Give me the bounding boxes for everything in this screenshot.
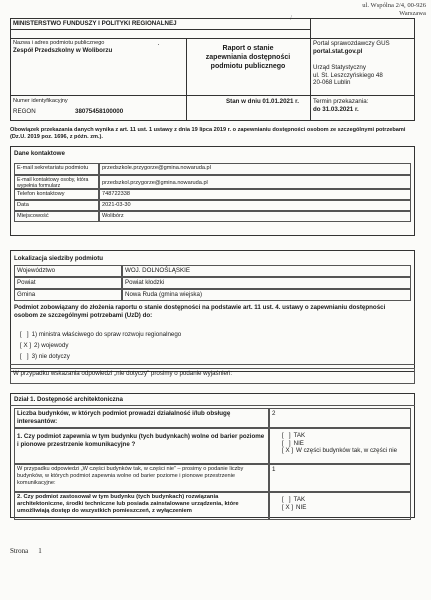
contact-row-person-email [14,175,411,189]
deadline-block [313,98,413,113]
checkbox[interactable]: [ ] [282,432,291,439]
office-line2: ul. St. Leszczyńskiego 48 [313,71,383,79]
buildings-count-value[interactable]: 2 [269,408,411,428]
location-title: Lokalizacja siedziby podmiotu [14,255,104,262]
section1-title: Dział 1. Dostępność architektoniczna [14,396,123,403]
entity-name-block [13,40,183,54]
location-row-county [14,277,411,289]
partial-count-label: W przypadku odpowiedzi „W części budynków tak, w części nie” – prosimy o podanie liczby budynków, w których podmiot zapewnia wolne od barier poziome i pionowe przestrzenie komunikacyjne: [14,464,269,492]
stamp-city: Warszawa [399,10,426,17]
option-label: 2) wojewody [34,342,69,349]
recipient-option-minister[interactable] [20,331,181,342]
checkbox[interactable]: [ X ] [282,503,294,511]
obligation-note: Obowiązek przekazania danych wynika z art. 11 ust. 1 ustawy z dnia 19 lipca 2019 r. o zapewnianiu dostępności osobom ze szczególnymi potrzebami (Dz.U. 2019 poz. 1696, z późn. zm.). [10,127,406,140]
office-line1: Urząd Statystyczny [313,64,366,72]
contact-label: E-mail kontaktowy osoby, która wypełnia formularz [14,175,99,189]
report-title-line2: zapewniania dostępności [205,54,291,61]
recipient-option-not-applicable[interactable] [20,353,181,364]
contact-row-date [14,200,411,211]
location-value-commune[interactable]: Nowa Ruda (gmina wiejska) [122,289,411,301]
contact-label: Telefon kontaktowy [14,189,99,200]
entity-name-value: Zespół Przedszkolny w Woliborzu [13,46,113,54]
portal-block [313,40,413,87]
explanation-rule [10,364,415,365]
answer-label: TAK [293,432,306,439]
handwritten-mark: / [290,14,292,22]
answer-no[interactable] [282,440,408,448]
contact-value-place[interactable]: Wolibórz [99,211,411,222]
buildings-count-row [14,408,411,428]
header-rule-lower [10,95,415,96]
answer-yes[interactable] [282,432,408,440]
buildings-count-label: Liczba budynków, w których podmiot prowadzi działalność i/lub obsługę interesantów: [14,408,269,428]
option-label: 3) nie dotyczy [31,353,70,360]
office-stamp [340,2,426,18]
partial-count-row [14,464,411,492]
deadline-label: Termin przekazania: [313,98,369,105]
identifier-block [13,98,183,115]
location-value-county[interactable]: Powiat kłodzki [122,277,411,289]
contact-label: E-mail sekretariatu podmiotu [14,163,99,175]
checkbox[interactable]: [ X ] [20,342,32,349]
barrier-free-question: 1. Czy podmiot zapewnia w tym budynku (tych budynkach) wolne od barier poziome i pionowe przestrzenie komunikacyjne ? [14,428,269,464]
page-label: Strona [10,547,29,555]
report-title-line1: Raport o stanie [222,45,274,52]
answer-label: W części budynków tak, w części nie [296,447,398,455]
access-solutions-row [14,492,411,520]
page-number: 1 [38,547,42,555]
id-label: Numer identyfikacyjny [13,98,68,104]
portal-label: Portal sprawozdawczy GUS [313,40,390,47]
header-divider-right [310,18,311,121]
contact-value-date[interactable]: 2021-03-30 [99,200,411,211]
contact-row-email [14,163,411,175]
ministry-name: MINISTERSTWO FUNDUSZY I POLITYKI REGIONALNEJ [13,20,177,27]
barrier-free-row [14,428,411,464]
entity-name-label: Nazwa i adres podmiotu publicznego [13,40,105,46]
header-divider-left [186,38,187,121]
checkbox[interactable]: [ ] [282,496,291,503]
answer-label: NIE [293,439,304,447]
report-title [188,44,308,71]
section1-rule [10,405,415,406]
recipient-options [20,331,181,364]
contact-row-phone [14,189,411,200]
checkbox[interactable]: [ X ] [282,447,294,455]
checkbox[interactable]: [ ] [20,331,29,338]
answer-partial[interactable] [282,447,408,455]
location-label: Powiat [14,277,122,289]
location-label: Gmina [14,289,122,301]
page-footer [10,547,42,555]
regon-label: REGON [13,107,36,115]
answer-label: TAK [293,496,306,503]
header-rule [10,38,415,39]
report-title-line3: podmiotu publicznego [210,63,286,70]
contact-label: Miejscowość [14,211,99,222]
contact-row-place [14,211,411,222]
location-value-voivodeship[interactable]: WOJ. DOLNOŚLĄSKIE [122,265,411,277]
stamp-address: ul. Wspólna 2/4, 00-926 [362,2,426,9]
option-label: 1) ministra właściwego do spraw rozwoju regionalnego [31,331,182,338]
contact-value-email[interactable]: przedszkole.przygorze@gmina.nowaruda.pl [99,163,411,175]
explanation-field[interactable] [10,368,415,384]
contact-value-phone[interactable]: 748722338 [99,189,411,200]
answer-label: NIE [296,503,307,511]
ministry-band [10,18,310,30]
location-label: Województwo [14,265,122,277]
location-row-voivodeship [14,265,411,277]
checkbox[interactable]: [ ] [20,353,29,360]
access-solutions-question: 2. Czy podmiot zastosował w tym budynku (tych budynkach) rozwiązania architektoniczne, środki techniczne lub posiada zainstalowane urządzenia, które umożliwiają dostęp do wszystkich pomieszczeń, z wyłączeniem [14,492,269,520]
deadline-value: do 31.03.2021 r. [313,105,359,113]
answer-no[interactable] [282,504,408,512]
contact-label: Data [14,200,99,211]
answer-yes[interactable] [282,496,408,504]
report-recipient-question: Podmiot zobowiązany do złożenia raportu o stanie dostępności na podstawie art. 11 ust. 4. ustawy o zapewnianiu dostępności osobom ze szczególnymi potrzebami (UzD) do: [14,304,386,319]
explanation-prompt: W przypadku wskazania odpowiedzi „nie dotyczy” prosimy o podanie wyjaśnień: [13,370,233,377]
office-line3: 20-068 Lublin [313,79,351,87]
portal-value[interactable]: portal.stat.gov.pl [313,47,363,55]
access-solutions-answers [269,492,411,520]
contact-value-person-email[interactable]: przedszkol.przygorze@gmina.nowaruda.pl [99,175,411,189]
recipient-option-voivode[interactable] [20,342,181,353]
regon-value: 38075458100000 [75,107,124,115]
barrier-free-answers [269,428,411,464]
partial-count-value[interactable]: 1 [269,464,411,492]
checkbox[interactable]: [ ] [282,439,291,447]
state-date: Stan w dniu 01.01.2021 r. [226,98,299,105]
contact-title: Dane kontaktowe [14,150,65,157]
location-row-commune [14,289,411,301]
